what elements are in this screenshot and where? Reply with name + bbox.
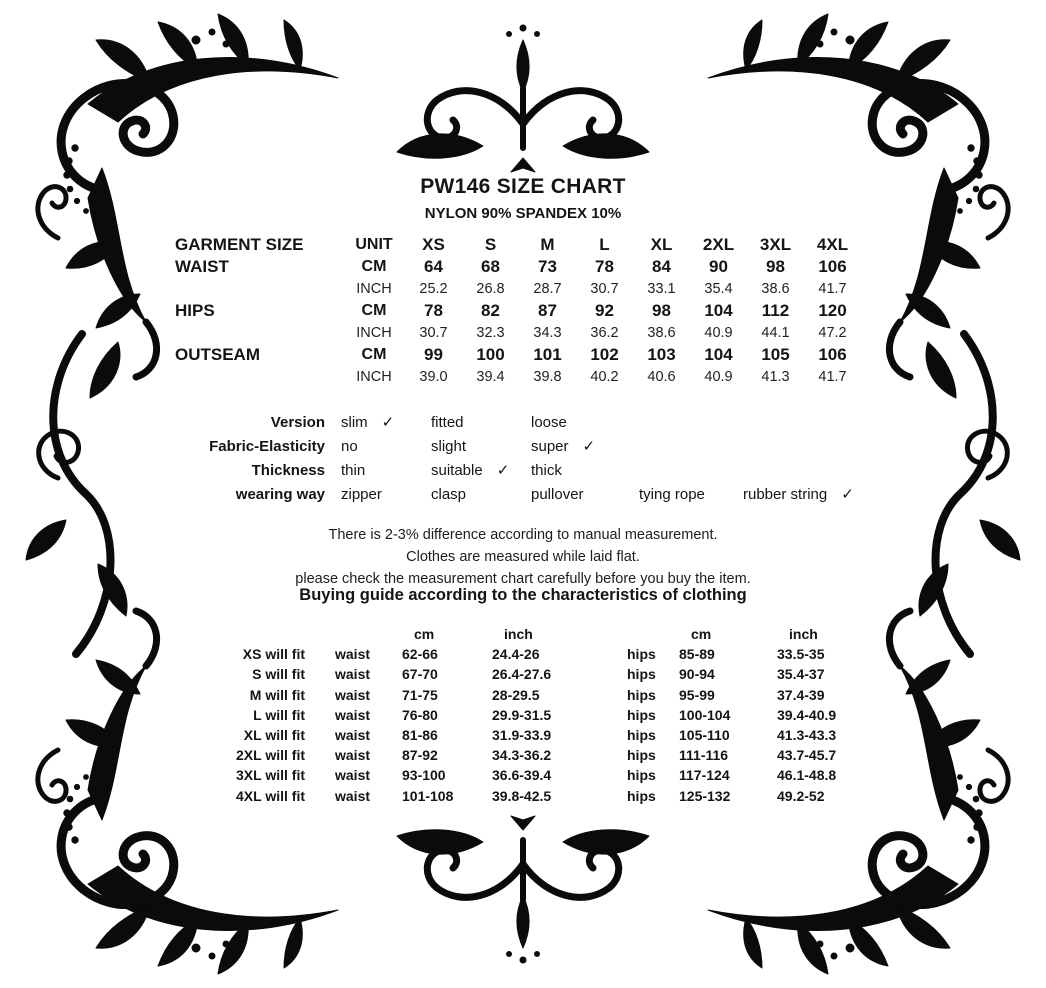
buying-guide-cell-waist_label: waist [335, 747, 371, 764]
buying-guide-table [225, 624, 867, 806]
unit-label: CM [361, 258, 387, 275]
check-mark: ✓ [582, 438, 596, 455]
buying-guide-cell-hips_label: hips [627, 666, 656, 683]
size-chart-cell: 84 [652, 257, 671, 276]
note-line: please check the measurement chart carefully before you buy the item. [295, 571, 751, 587]
size-chart-cell: 41.7 [818, 369, 847, 385]
buying-guide-cell-size: 3XL will fit [236, 767, 305, 784]
buying-guide-cell-waist_inch: 34.3-36.2 [492, 747, 552, 764]
attribute-option [531, 483, 639, 507]
size-chart-cell: 99 [424, 345, 443, 364]
attribute-option-text: suitable [431, 462, 483, 479]
attribute-option-text: loose [531, 414, 567, 431]
attribute-row [175, 459, 913, 483]
column-header-size: L [599, 235, 610, 254]
buying-guide-cell-hips_cm: 95-99 [679, 686, 715, 703]
measurement-row-label: OUTSEAM [175, 345, 260, 364]
size-chart-cell: 38.6 [761, 281, 790, 297]
buying-guide-cell-size: XS will fit [242, 646, 305, 663]
buying-guide-title: Buying guide according to the characteristics of clothing [299, 586, 747, 604]
size-chart-table [175, 234, 861, 388]
buying-guide-cell-hips_cm: 100-104 [679, 706, 731, 723]
attribute-option [341, 411, 431, 435]
size-chart-cell: 28.7 [533, 281, 562, 297]
size-chart-cell: 30.7 [419, 325, 448, 341]
attribute-option-text: rubber string [743, 486, 828, 503]
size-chart-cell: 34.3 [533, 325, 562, 341]
size-chart-cell: 106 [818, 345, 847, 364]
size-chart-cell: 78 [424, 301, 443, 320]
size-chart-cell: 104 [704, 345, 733, 364]
size-chart-cell: 120 [818, 301, 847, 320]
buying-guide-row [225, 664, 867, 684]
buying-guide-cell-size: S will fit [252, 666, 305, 683]
check-mark: ✓ [496, 462, 510, 479]
buying-guide-cell-waist_inch: 26.4-27.6 [492, 666, 552, 683]
buying-guide-cell-hips_label: hips [627, 646, 656, 663]
buying-guide-cell-waist_cm: 101-108 [402, 787, 454, 804]
size-chart-cell: 105 [761, 345, 790, 364]
unit-label: CM [361, 302, 387, 319]
buying-guide-cell-waist_inch: 39.8-42.5 [492, 787, 552, 804]
measurement-notes [0, 524, 1046, 590]
size-chart-cell: 78 [595, 257, 614, 276]
buying-guide-cell-size: 2XL will fit [236, 747, 305, 764]
buying-guide-row [225, 725, 867, 745]
buying-guide-cell-hips_label: hips [627, 747, 656, 764]
buying-guide-cell-hips_inch: 33.5-35 [777, 646, 825, 663]
buying-guide-cell-hips_label: hips [627, 706, 656, 723]
attribute-option-text: thin [341, 462, 366, 479]
buying-guide-cell-hips_label: hips [627, 686, 656, 703]
check-mark: ✓ [381, 414, 395, 431]
size-chart-row [175, 256, 861, 278]
buying-guide-cell-waist_label: waist [335, 686, 371, 703]
buying-guide-cell-size: XL will fit [243, 726, 305, 743]
unit-label: INCH [356, 369, 392, 385]
note-line: There is 2-3% difference according to manual measurement. [328, 527, 718, 543]
column-header-hips_inch: inch [789, 626, 818, 642]
size-chart-cell: 32.3 [476, 325, 505, 341]
attribute-option [531, 411, 639, 435]
attribute-option [341, 435, 431, 459]
size-chart-cell: 106 [818, 257, 847, 276]
size-chart-cell: 38.6 [647, 325, 676, 341]
fabric-composition: NYLON 90% SPANDEX 10% [424, 205, 622, 222]
size-chart-cell: 41.7 [818, 281, 847, 297]
buying-guide-cell-hips_inch: 37.4-39 [777, 686, 825, 703]
measurement-row-label: WAIST [175, 257, 229, 276]
bottom-center-crest [397, 816, 649, 963]
buying-guide-cell-hips_inch: 35.4-37 [777, 666, 825, 683]
buying-guide-cell-waist_label: waist [335, 726, 371, 743]
column-header-unit: UNIT [355, 236, 393, 253]
column-header-waist_inch: inch [504, 626, 533, 642]
size-chart-cell: 39.0 [419, 369, 448, 385]
attribute-option [639, 483, 743, 507]
buying-guide-row [225, 786, 867, 806]
spacer-cell [627, 624, 667, 644]
column-header-waist_cm: cm [414, 626, 435, 642]
attribute-label: Fabric-Elasticity [209, 438, 325, 455]
size-chart-row [175, 344, 861, 366]
top-center-crest [397, 25, 649, 172]
attribute-option [743, 483, 913, 507]
size-chart-cell: 35.4 [704, 281, 733, 297]
size-chart-row [175, 366, 861, 388]
attribute-label: Version [270, 414, 325, 431]
unit-label: INCH [356, 325, 392, 341]
size-chart-cell: 87 [538, 301, 557, 320]
buying-guide-cell-hips_label: hips [627, 787, 656, 804]
column-header-hips_cm: cm [691, 626, 712, 642]
size-chart-cell: 103 [647, 345, 676, 364]
attribute-row [175, 435, 913, 459]
unit-label: INCH [356, 281, 392, 297]
size-chart-cell: 44.1 [761, 325, 790, 341]
column-header-size: 4XL [816, 235, 849, 254]
attribute-option-text: zipper [341, 486, 382, 503]
page-title: PW146 SIZE CHART [420, 175, 626, 198]
buying-guide-cell-waist_inch: 29.9-31.5 [492, 706, 552, 723]
attribute-option [431, 411, 531, 435]
size-chart-cell: 41.3 [761, 369, 790, 385]
buying-guide-cell-hips_inch: 39.4-40.9 [777, 706, 837, 723]
size-chart-cell: 40.9 [704, 325, 733, 341]
column-header-size: XS [422, 235, 445, 254]
size-chart-cell: 40.9 [704, 369, 733, 385]
size-chart-cell: 90 [709, 257, 728, 276]
size-chart-cell: 40.6 [647, 369, 676, 385]
size-chart-cell: 47.2 [818, 325, 847, 341]
buying-guide-cell-hips_cm: 111-116 [679, 747, 729, 764]
size-chart-cell: 98 [652, 301, 671, 320]
buying-guide-cell-hips_inch: 49.2-52 [777, 787, 825, 804]
buying-guide-cell-hips_cm: 125-132 [679, 787, 731, 804]
column-header-garment-size: GARMENT SIZE [175, 235, 304, 254]
buying-guide-cell-hips_label: hips [627, 767, 656, 784]
size-chart-cell: 101 [533, 345, 562, 364]
buying-guide-cell-waist_label: waist [335, 646, 371, 663]
attribute-row [175, 483, 913, 507]
size-chart-cell: 68 [481, 257, 500, 276]
size-chart-cell: 33.1 [647, 281, 676, 297]
unit-label: CM [361, 346, 387, 363]
attribute-option-text: slim [341, 414, 368, 431]
attribute-row [175, 411, 913, 435]
note-line: Clothes are measured while laid flat. [406, 549, 640, 565]
spacer-cell [335, 624, 380, 644]
buying-guide-cell-hips_cm: 85-89 [679, 646, 715, 663]
buying-guide-row [225, 705, 867, 725]
size-chart-cell: 73 [538, 257, 557, 276]
buying-guide-cell-hips_cm: 117-124 [679, 767, 730, 784]
buying-guide-cell-waist_cm: 87-92 [402, 747, 438, 764]
attribute-label: wearing way [235, 486, 325, 503]
measurement-row-label [175, 322, 343, 344]
attribute-option [431, 435, 531, 459]
attribute-option-text: clasp [431, 486, 467, 503]
buying-guide-cell-hips_inch: 41.3-43.3 [777, 726, 837, 743]
size-chart-cell: 40.2 [590, 369, 619, 385]
buying-guide-cell-waist_inch: 36.6-39.4 [492, 767, 552, 784]
buying-guide-cell-hips_inch: 46.1-48.8 [777, 767, 837, 784]
attribute-option-text: fitted [431, 414, 464, 431]
size-chart-cell: 25.2 [419, 281, 448, 297]
attributes-table [175, 411, 913, 507]
size-chart-cell: 39.8 [533, 369, 562, 385]
column-header-size: 3XL [759, 235, 792, 254]
buying-guide-cell-hips_cm: 105-110 [679, 726, 730, 743]
check-mark: ✓ [841, 486, 854, 503]
attribute-label: Thickness [251, 462, 325, 479]
column-header-size: M [540, 235, 555, 254]
attribute-option [341, 483, 431, 507]
spacer-cell [225, 624, 305, 644]
size-chart-cell: 64 [424, 257, 443, 276]
buying-guide-cell-waist_inch: 31.9-33.9 [492, 726, 552, 743]
buying-guide-row [225, 745, 867, 765]
buying-guide-cell-waist_inch: 24.4-26 [492, 646, 540, 663]
attribute-option-text: super [531, 438, 569, 455]
attribute-option [531, 459, 639, 483]
attribute-option [431, 459, 531, 483]
size-chart-row [175, 278, 861, 300]
left-side-vine [26, 334, 127, 654]
buying-guide-cell-size: L will fit [253, 706, 305, 723]
size-chart-cell: 104 [704, 301, 733, 320]
size-chart-cell: 92 [595, 301, 614, 320]
size-chart-cell: 98 [766, 257, 785, 276]
buying-guide-row [225, 765, 867, 785]
attribute-option [341, 459, 431, 483]
buying-guide-cell-waist_label: waist [335, 666, 371, 683]
buying-guide-row [225, 644, 867, 664]
attribute-option-text: tying rope [639, 486, 705, 503]
buying-guide-cell-size: M will fit [249, 686, 305, 703]
measurement-row-label [175, 366, 343, 388]
size-chart-cell: 112 [761, 301, 790, 320]
buying-guide-cell-hips_label: hips [627, 726, 656, 743]
size-chart-row [175, 300, 861, 322]
buying-guide-cell-waist_label: waist [335, 767, 371, 784]
buying-guide-cell-waist_cm: 81-86 [402, 726, 438, 743]
buying-guide-cell-size: 4XL will fit [236, 787, 305, 804]
buying-guide-cell-waist_inch: 28-29.5 [492, 686, 540, 703]
buying-guide-cell-waist_cm: 67-70 [402, 666, 438, 683]
buying-guide-row [225, 685, 867, 705]
column-header-size: 2XL [702, 235, 735, 254]
buying-guide-cell-waist_cm: 71-75 [402, 686, 438, 703]
attribute-option-text: pullover [531, 486, 584, 503]
buying-guide-cell-waist_cm: 93-100 [402, 767, 446, 784]
buying-guide-cell-waist_cm: 62-66 [402, 646, 438, 663]
size-chart-header-row [175, 234, 861, 256]
right-side-vine [919, 334, 1020, 654]
attribute-option-text: no [341, 438, 358, 455]
size-chart-cell: 36.2 [590, 325, 619, 341]
column-header-size: XL [650, 235, 673, 254]
column-header-size: S [484, 235, 497, 254]
attribute-option [531, 435, 639, 459]
buying-guide-cell-waist_label: waist [335, 706, 371, 723]
size-chart-cell: 102 [590, 345, 619, 364]
size-chart-cell: 39.4 [476, 369, 505, 385]
attribute-option-text: thick [531, 462, 562, 479]
attribute-option [431, 483, 531, 507]
size-chart-cell: 30.7 [590, 281, 619, 297]
measurement-row-label: HIPS [175, 301, 215, 320]
size-chart-cell: 82 [481, 301, 500, 320]
buying-guide-cell-hips_inch: 43.7-45.7 [777, 747, 837, 764]
size-chart-cell: 26.8 [476, 281, 505, 297]
buying-guide-header-row [225, 624, 867, 644]
attribute-option-text: slight [431, 438, 467, 455]
measurement-row-label [175, 278, 343, 300]
size-chart-row [175, 322, 861, 344]
buying-guide-cell-waist_label: waist [335, 787, 371, 804]
size-chart-cell: 100 [476, 345, 505, 364]
buying-guide-cell-waist_cm: 76-80 [402, 706, 438, 723]
buying-guide-cell-hips_cm: 90-94 [679, 666, 715, 683]
